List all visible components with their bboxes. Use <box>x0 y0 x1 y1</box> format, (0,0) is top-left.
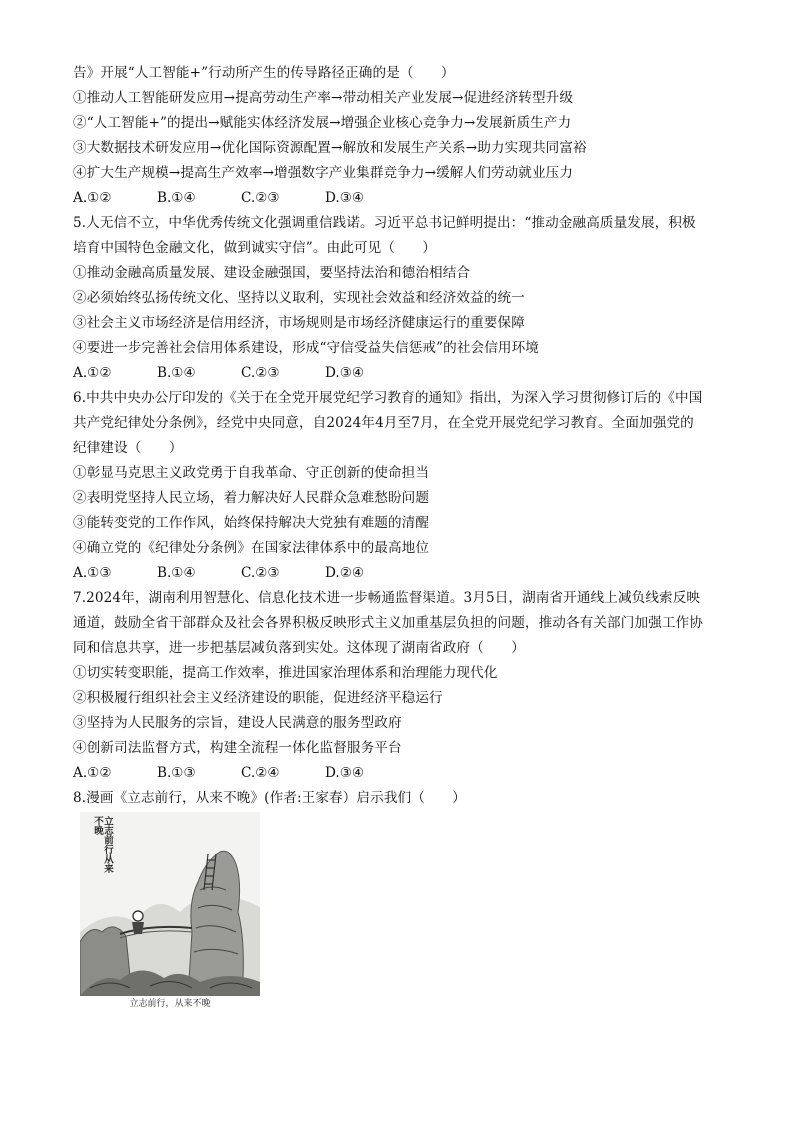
option-c: C.②③ <box>241 565 280 581</box>
q7-choice-2: ②积极履行组织社会主义经济建设的职能，促进经济平稳运行 <box>73 690 443 706</box>
q4-choice-4: ④扩大生产规模→提高生产效率→增强数字产业集群竞争力→缓解人们劳动就业压力 <box>73 165 574 181</box>
option-c: C.②③ <box>241 365 280 381</box>
q7-choice-4: ④创新司法监督方式，构建全流程一体化监督服务平台 <box>73 740 402 756</box>
q6-stem-line-1: 6.中共中央办公厅印发的《关于在全党开展党纪学习教育的通知》指出，为深入学习贯彻修订后的《中国 <box>73 390 703 406</box>
q5-options <box>73 364 409 382</box>
q5-choice-2: ②必须始终弘扬传统文化、坚持以义取利，实现社会效益和经济效益的统一 <box>73 290 525 306</box>
q5-choice-3: ③社会主义市场经济是信用经济，市场规则是市场经济健康运行的重要保障 <box>73 315 525 331</box>
q7-choice-3: ③坚持为人民服务的宗旨，建设人民满意的服务型政府 <box>73 715 402 731</box>
q6-stem-line-2: 共产党纪律处分条例》，经党中央同意，自2024年4月至7月，在全党开展党纪学习教育。全面加强党的 <box>73 415 694 431</box>
q5-choice-4: ④要进一步完善社会信用体系建设，形成“守信受益失信惩戒”的社会信用环境 <box>73 340 539 356</box>
option-d: D.②④ <box>325 565 365 581</box>
q5-stem-line-1: 5.人无信不立，中华优秀传统文化强调重信践诺。习近平总书记鲜明提出：“推动金融高质量发展，积极 <box>73 215 696 231</box>
option-c: C.②④ <box>241 765 280 781</box>
option-b: B.①③ <box>157 765 196 781</box>
q5-stem-line-2: 培育中国特色金融文化，做到诚实守信”。由此可见（ ） <box>73 240 437 256</box>
q4-choice-1: ①推动人工智能研发应用→提高劳动生产率→带动相关产业发展→促进经济转型升级 <box>73 90 574 106</box>
option-a: A.①③ <box>73 565 112 581</box>
cartoon-caption: 立志前行，从来不晚 <box>129 999 211 1009</box>
option-d: D.③④ <box>325 190 365 206</box>
q8-stem: 8.漫画《立志前行，从来不晚》(作者:王家春）启示我们（ ） <box>73 790 466 806</box>
q7-choice-1: ①切实转变职能，提高工作效率，推进国家治理体系和治理能力现代化 <box>73 665 498 681</box>
option-b: B.①④ <box>157 365 196 381</box>
q7-options <box>73 764 409 782</box>
q6-stem-line-3: 纪律建设（ ） <box>73 440 183 456</box>
q6-choice-1: ①彰显马克思主义政党勇于自我革命、守正创新的使命担当 <box>73 465 430 481</box>
option-c: C.②③ <box>241 190 280 206</box>
q6-choice-2: ②表明党坚持人民立场，着力解决好人民群众急难愁盼问题 <box>73 490 430 506</box>
cartoon-image <box>80 812 260 996</box>
option-a: A.①② <box>73 190 112 206</box>
option-b: B.①④ <box>157 190 196 206</box>
q6-options <box>73 564 409 582</box>
option-a: A.①② <box>73 365 112 381</box>
q4-stem: 告》开展“人工智能+”行动所产生的传导路径正确的是（ ） <box>73 65 455 81</box>
q5-choice-1: ①推动金融高质量发展、建设金融强国，要坚持法治和德治相结合 <box>73 265 471 281</box>
q4-choice-2: ②“人工智能+”的提出→赋能实体经济发展→增强企业核心竞争力→发展新质生产力 <box>73 115 572 131</box>
q4-options <box>73 189 409 207</box>
option-a: A.①② <box>73 765 112 781</box>
q6-choice-3: ③能转变党的工作作风，始终保持解决大党独有难题的清醒 <box>73 515 430 531</box>
option-d: D.③④ <box>325 365 365 381</box>
q7-stem-line-3: 同和信息共享，进一步把基层减负落到实处。这体现了湖南省政府（ ） <box>73 640 525 656</box>
q4-choice-3: ③大数据技术研发应用→优化国际资源配置→解放和发展生产关系→助力实现共同富裕 <box>73 140 587 156</box>
q7-stem-line-2: 通道，鼓励全省干部群众及社会各界积极反映形式主义加重基层负担的问题，推动各有关部门加强工作协 <box>73 615 703 631</box>
calligraphy-inscription: 立志前行从来不晚 <box>92 816 113 873</box>
q7-stem-line-1: 7.2024年，湖南利用智慧化、信息化技术进一步畅通监督渠道。3月5日，湖南省开通线上减负线索反映 <box>73 590 701 606</box>
q6-choice-4: ④确立党的《纪律处分条例》在国家法律体系中的最高地位 <box>73 540 430 556</box>
option-b: B.①④ <box>157 565 196 581</box>
option-d: D.③④ <box>325 765 365 781</box>
